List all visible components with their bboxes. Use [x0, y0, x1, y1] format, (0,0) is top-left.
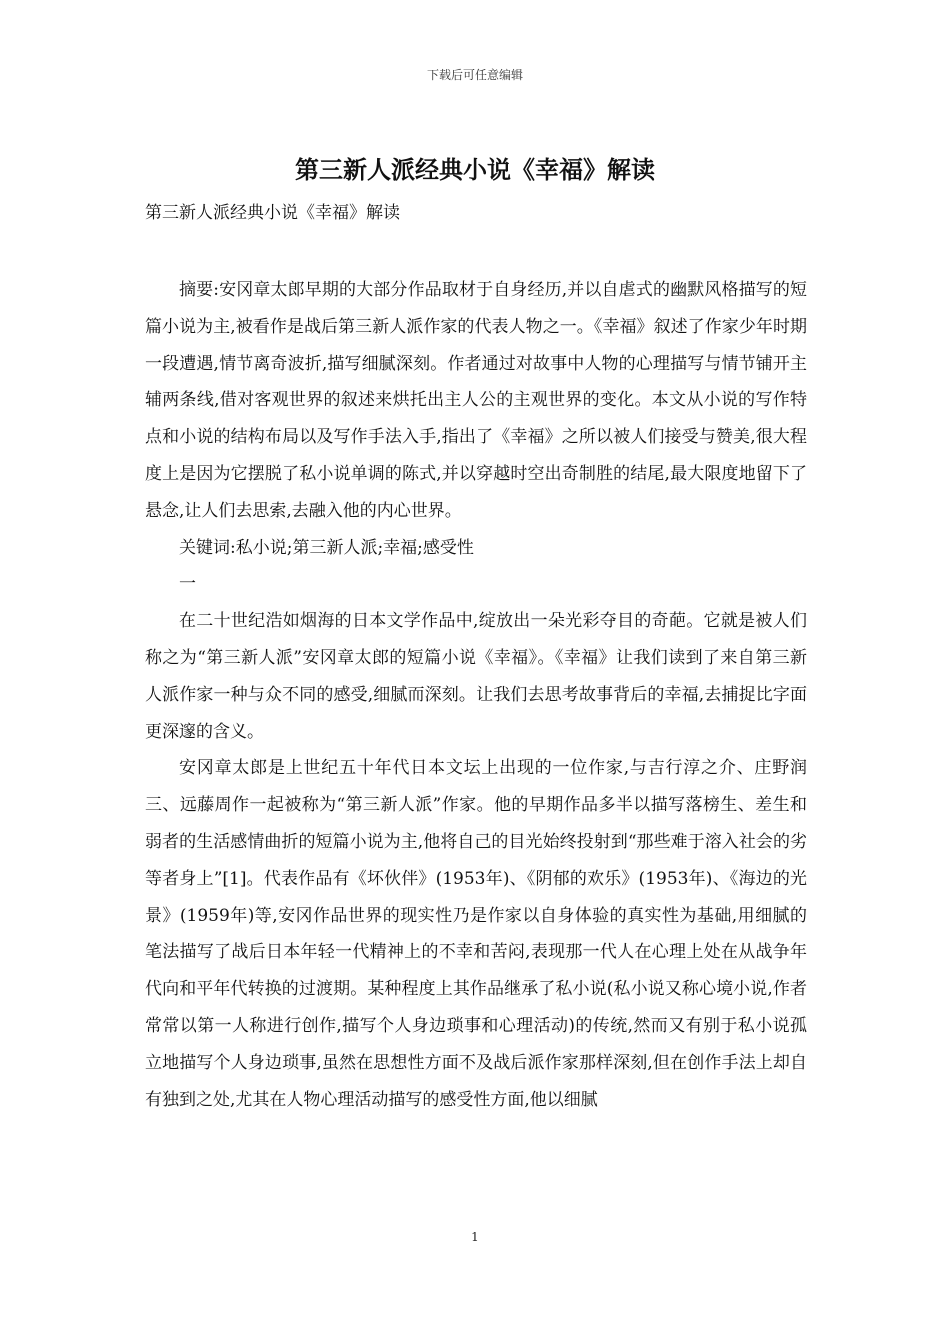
abstract-paragraph: 摘要:安冈章太郎早期的大部分作品取材于自身经历,并以自虐式的幽默风格描写的短篇小说为主,被看作是战后第三新人派作家的代表人物之一。《幸福》叙述了作家少年时期一段遭遇,情节离奇波折,描写细腻深刻。作者通过对故事中人物的心理描写与情节铺开主辅两条线,借对客观世界的叙述来烘托出主人公的主观世界的变化。本文从小说的写作特点和小说的结构布局以及写作手法入手,指出了《幸福》之所以被人们接受与赞美,很大程度上是因为它摆脱了私小说单调的陈式,并以穿越时空出奇制胜的结尾,最大限度地留下了悬念,让人们去思索,去融入他的内心世界。 [145, 280, 807, 521]
section-marker: 一 [179, 574, 196, 595]
document-subtitle: 第三新人派经典小说《幸福》解读 [145, 203, 400, 223]
page-header-note: 下载后可任意编辑 [426, 68, 523, 82]
document-body [145, 272, 807, 1118]
page-number: 1 [471, 1230, 479, 1244]
body-paragraph: 在二十世纪浩如烟海的日本文学作品中,绽放出一朵光彩夺目的奇葩。它就是被人们称之为“第三新人派”安冈章太郎的短篇小说《幸福》。《幸福》让我们读到了来自第三新人派作家一种与众不同的感受,细腻而深刻。让我们去思考故事背后的幸福,去捕捉比字面更深邃的含义。 [145, 611, 807, 742]
keywords-line: 关键词:私小说;第三新人派;幸福;感受性 [179, 537, 474, 558]
document-title: 第三新人派经典小说《幸福》解读 [295, 155, 655, 184]
body-paragraph: 安冈章太郎是上世纪五十年代日本文坛上出现的一位作家,与吉行淳之介、庄野润三、远藤周作一起被称为“第三新人派”作家。他的早期作品多半以描写落榜生、差生和弱者的生活感情曲折的短篇小说为主,他将自己的目光始终投射到“那些难于溶入社会的劣等者身上”[1]。代表作品有《坏伙伴》(1953年)、《阴郁的欢乐》(1953年)、《海边的光景》(1959年)等,安冈作品世界的现实性乃是作家以自身体验的真实性为基础,用细腻的笔法描写了战后日本年轻一代精神上的不幸和苦闷,表现那一代人在心理上处在从战争年代向和平年代转换的过渡期。某种程度上其作品继承了私小说(私小说又称心境小说,作者常常以第一人称进行创作,描写个人身边琐事和心理活动)的传统,然而又有别于私小说孤立地描写个人身边琐事,虽然在思想性方面不及战后派作家那样深刻,但在创作手法上却自有独到之处,尤其在人物心理活动描写的感受性方面,他以细腻 [145, 758, 807, 1110]
